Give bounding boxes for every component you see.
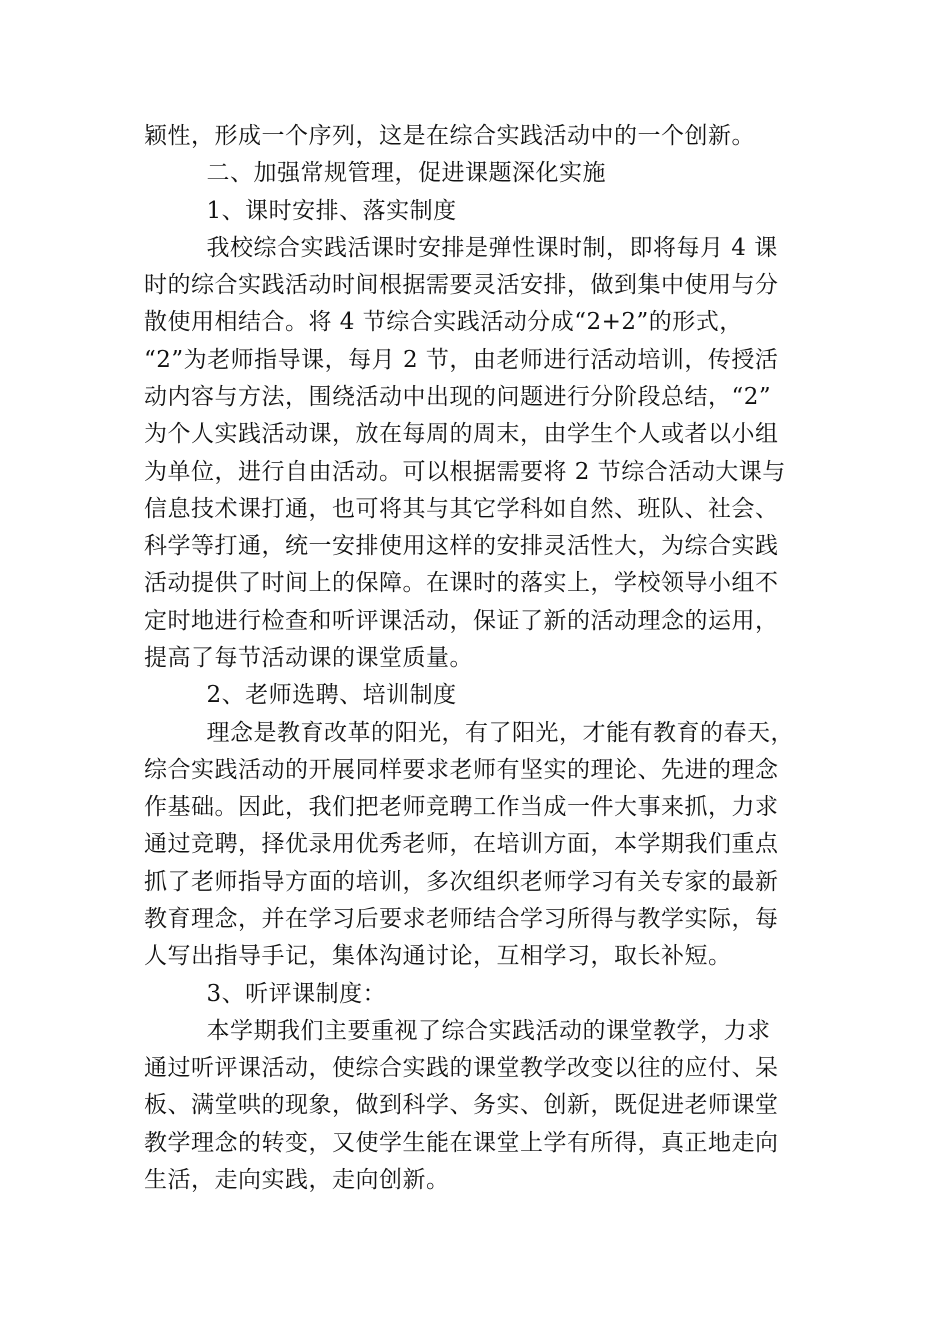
text-line: 为单位，进行自由活动。可以根据需要将 2 节综合活动大课与 bbox=[144, 459, 786, 485]
text-line: 抓了老师指导方面的培训，多次组织老师学习有关专家的最新 bbox=[144, 869, 779, 895]
text-line: 生活，走向实践，走向创新。 bbox=[144, 1167, 450, 1193]
text-line: 理念是教育改革的阳光，有了阳光，才能有教育的春天， bbox=[144, 720, 794, 746]
text-line: 动内容与方法，围绕活动中出现的问题进行分阶段总结，“2” bbox=[144, 384, 772, 410]
text-line: 颖性，形成一个序列，这是在综合实践活动中的一个创新。 bbox=[144, 123, 755, 149]
text-line: 本学期我们主要重视了综合实践活动的课堂教学，力求 bbox=[144, 1018, 771, 1044]
text-line: 我校综合实践活课时安排是弹性课时制，即将每月 4 课 bbox=[144, 235, 778, 261]
text-line: 科学等打通，统一安排使用这样的安排灵活性大，为综合实践 bbox=[144, 533, 779, 559]
text-line: “2”为老师指导课，每月 2 节，由老师进行活动培训，传授活 bbox=[144, 347, 779, 373]
text-line: 教育理念，并在学习后要求老师结合学习所得与教学实际，每 bbox=[144, 906, 779, 932]
text-line: 作基础。因此，我们把老师竞聘工作当成一件大事来抓，力求 bbox=[144, 794, 779, 820]
text-line: 信息技术课打通，也可将其与其它学科如自然、班队、社会、 bbox=[144, 496, 779, 522]
text-line: 散使用相结合。将 4 节综合实践活动分成“2+2”的形式， bbox=[144, 309, 743, 335]
text-line: 定时地进行检查和听评课活动，保证了新的活动理念的运用， bbox=[144, 608, 779, 634]
text-line: 通过听评课活动，使综合实践的课堂教学改变以往的应付、呆 bbox=[144, 1055, 779, 1081]
text-line: 通过竞聘，择优录用优秀老师，在培训方面，本学期我们重点 bbox=[144, 831, 779, 857]
text-line: 提高了每节活动课的课堂质量。 bbox=[144, 645, 473, 671]
subsection-heading: 3、听评课制度： bbox=[144, 981, 387, 1007]
text-line: 人写出指导手记，集体沟通讨论，互相学习，取长补短。 bbox=[144, 943, 732, 969]
text-line: 教学理念的转变，又使学生能在课堂上学有所得，真正地走向 bbox=[144, 1130, 779, 1156]
text-line: 板、满堂哄的现象，做到科学、务实、创新，既促进老师课堂 bbox=[144, 1092, 779, 1118]
section-heading: 二、加强常规管理，促进课题深化实施 bbox=[144, 160, 606, 186]
text-line: 时的综合实践活动时间根据需要灵活安排，做到集中使用与分 bbox=[144, 272, 779, 298]
subsection-heading: 2、老师选聘、培训制度 bbox=[144, 682, 457, 708]
text-line: 综合实践活动的开展同样要求老师有坚实的理论、先进的理念 bbox=[144, 757, 779, 783]
text-line: 活动提供了时间上的保障。在课时的落实上，学校领导小组不 bbox=[144, 570, 779, 596]
subsection-heading: 1、课时安排、落实制度 bbox=[144, 198, 457, 224]
text-line: 为个人实践活动课，放在每周的周末，由学生个人或者以小组 bbox=[144, 421, 779, 447]
